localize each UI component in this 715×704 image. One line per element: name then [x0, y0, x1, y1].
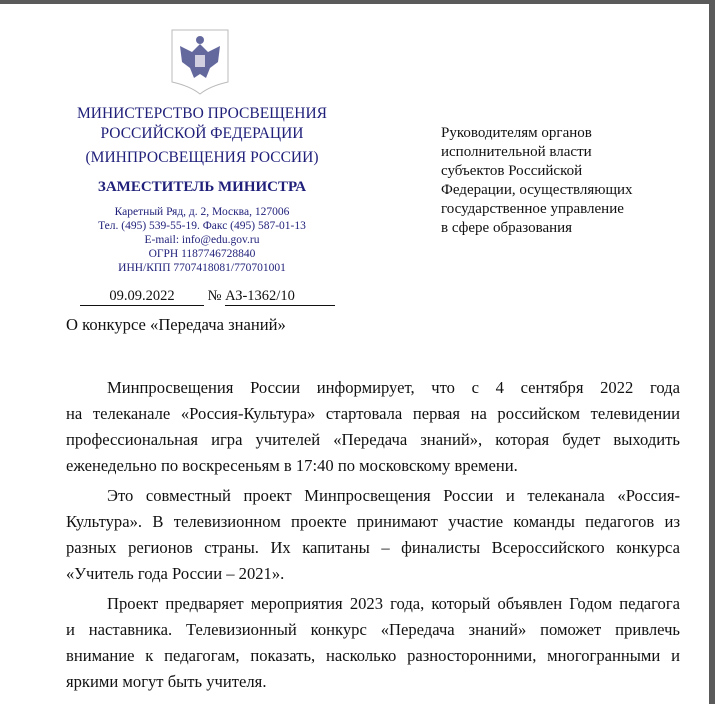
text-line: Культура». В телевизионном проекте принимают участие команды педагогов из [66, 512, 680, 531]
addressee-line: исполнительной власти [441, 144, 592, 160]
ministry-name-line-1: МИНИСТЕРСТВО ПРОСВЕЩЕНИЯ [76, 105, 328, 122]
paragraph [66, 483, 680, 587]
text-line: Минпросвещения России информирует, что с 4 сентября 2022 года [107, 378, 680, 397]
email-line: E-mail: info@edu.gov.ru [144, 234, 260, 246]
number-sign: № [207, 288, 222, 304]
text-line: внимание к педагогам, показать, насколько разносторонними, многогранными и [66, 646, 680, 665]
text-line: и наставника. Телевизионный конкурс «Передача знаний» поможет привлечь [66, 620, 680, 639]
ogrn-line: ОГРН 1187746728840 [148, 248, 256, 260]
text-line: на телеканале «Россия-Культура» стартовала первая на российском телевидении [66, 404, 680, 423]
document-date: 09.09.2022 [80, 288, 204, 306]
paragraph [66, 591, 680, 695]
addressee-line: Федерации, осуществляющих [441, 182, 633, 198]
paragraph [66, 375, 680, 479]
ministry-name-line-2: РОССИЙСКОЙ ФЕДЕРАЦИИ [100, 125, 304, 142]
text-line: профессиональная игра учителей «Передача знаний», которая будет выходить [66, 430, 680, 449]
text-line: еженедельно по воскресеньям в 17:40 по московскому времени. [66, 456, 518, 475]
text-line: Проект предваряет мероприятия 2023 года, который объявлен Годом педагога [107, 594, 680, 613]
text-line: Это совместный проект Минпросвещения России и телеканала «Россия- [107, 486, 680, 505]
addressee-line: государственное управление [441, 201, 624, 217]
phone-line: Тел. (495) 539-55-19. Факс (495) 587-01-13 [98, 220, 306, 232]
sender-position: ЗАМЕСТИТЕЛЬ МИНИСТРА [97, 179, 307, 195]
document-page [0, 4, 709, 704]
letter-body [66, 375, 680, 699]
address-line: Каретный Ряд, д. 2, Москва, 127006 [114, 206, 290, 218]
ministry-short-name: (МИНПРОСВЕЩЕНИЯ РОССИИ) [85, 149, 319, 166]
addressee-line: субъектов Российской [441, 163, 583, 179]
addressee-line: в сфере образования [441, 220, 573, 236]
text-line: «Учитель года России – 2021». [66, 564, 285, 583]
inn-line: ИНН/КПП 7707418081/770701001 [118, 262, 286, 274]
date-number-line [80, 288, 335, 306]
document-number: АЗ-1362/10 [225, 288, 335, 306]
text-line: яркими могут быть учителя. [66, 672, 267, 691]
addressee-line: Руководителям органов [441, 125, 592, 141]
text-line: разных регионов страны. Их капитаны – финалисты Всероссийского конкурса [66, 538, 680, 557]
document-subject: О конкурсе «Передача знаний» [66, 315, 286, 334]
coat-of-arms-emblem [170, 28, 230, 96]
